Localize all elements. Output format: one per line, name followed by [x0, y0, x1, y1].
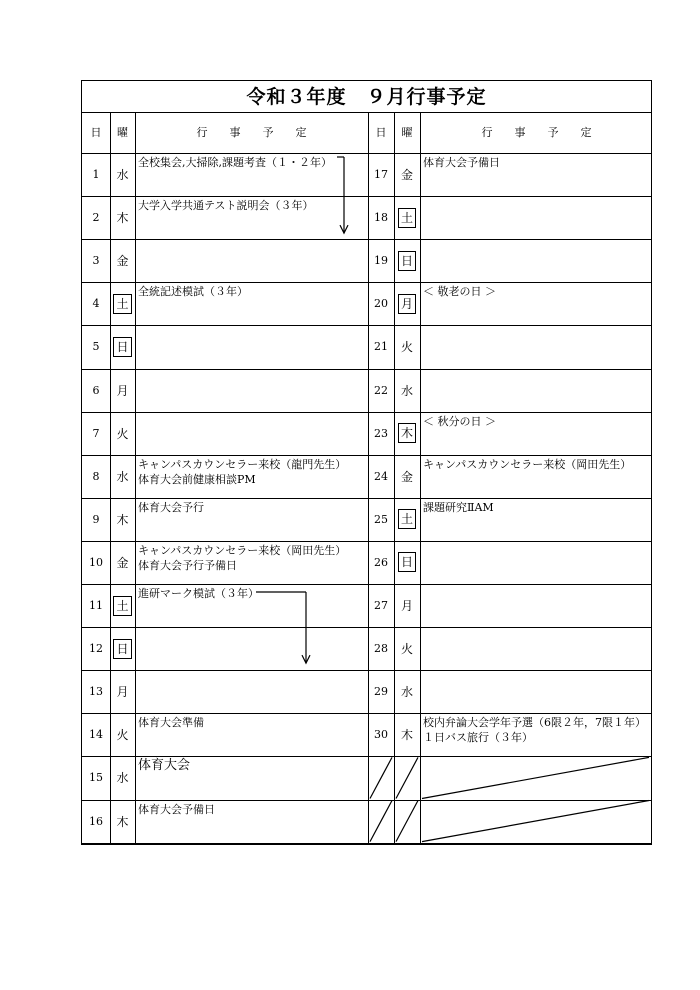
- event-text: 全統記述模試（３年）: [138, 285, 248, 299]
- weekend-weekday-box: 土: [113, 596, 131, 616]
- weekend-weekday-box: 土: [113, 294, 131, 314]
- day-number: 23: [374, 426, 388, 440]
- day-number: 4: [92, 297, 100, 311]
- header-weekday: 曜: [401, 126, 413, 139]
- day-number: 17: [374, 168, 388, 181]
- event-text: 校内弁論大会学年予選（6限２年，7限１年）: [423, 716, 646, 730]
- weekday-label: 金: [400, 168, 413, 183]
- day-number: 6: [92, 383, 100, 397]
- event-text: 課題研究ⅡAM: [423, 500, 494, 514]
- day-number: 5: [92, 340, 100, 354]
- event-text: 体育大会予行: [138, 500, 204, 514]
- weekday-label: 水: [116, 469, 129, 484]
- day-number: 22: [374, 383, 388, 397]
- header-events: 行 事 予 定: [481, 126, 592, 139]
- weekday-label: 火: [400, 642, 413, 657]
- weekend-weekday-box: 日: [398, 251, 416, 271]
- event-text: 体育大会予備日: [138, 802, 215, 816]
- day-number: 27: [374, 599, 388, 612]
- event-text: 体育大会前健康相談PM: [138, 472, 256, 486]
- day-number: 1: [92, 168, 100, 181]
- day-number: 8: [92, 469, 100, 483]
- weekday-label: 火: [116, 426, 129, 441]
- header-weekday: 曜: [117, 126, 128, 139]
- header-events: 行 事 予 定: [196, 126, 307, 139]
- weekend-weekday-box: 月: [398, 294, 416, 314]
- empty-cell-strike: [396, 757, 418, 798]
- weekday-label: 金: [116, 254, 129, 269]
- event-text: 大学入学共通テスト説明会（３年）: [138, 199, 314, 213]
- annotation-layer: [82, 81, 653, 846]
- day-number: 2: [92, 211, 100, 225]
- event-text: １日バス旅行（３年）: [423, 731, 533, 745]
- empty-cell-strike: [370, 801, 392, 842]
- day-number: 16: [89, 814, 103, 828]
- day-number: 9: [92, 512, 100, 526]
- day-number: 13: [89, 685, 103, 699]
- weekday-label: 水: [116, 168, 129, 183]
- header-day: 日: [375, 126, 387, 139]
- day-number: 24: [374, 469, 388, 483]
- weekday-label: 木: [116, 211, 129, 226]
- weekend-weekday-box: 日: [113, 639, 131, 659]
- weekday-label: 金: [116, 555, 129, 570]
- schedule-table: [81, 80, 652, 845]
- empty-cell-strike: [370, 757, 392, 798]
- day-number: 28: [374, 642, 388, 656]
- day-number: 19: [374, 254, 388, 268]
- day-number: 11: [89, 599, 103, 612]
- weekday-label: 水: [116, 771, 129, 786]
- weekday-label: 月: [400, 599, 413, 614]
- weekday-label: 月: [116, 383, 129, 398]
- event-text: 体育大会予備日: [423, 156, 500, 169]
- page-title: 令和３年度 ９月行事予定: [82, 81, 651, 113]
- empty-cell-strike: [396, 801, 418, 842]
- empty-cell-strike: [422, 757, 649, 798]
- weekday-label: 火: [400, 340, 413, 355]
- event-text: キャンパスカウンセラー来校（龍門先生）: [138, 457, 347, 471]
- weekday-label: 月: [116, 685, 129, 700]
- day-number: 30: [374, 728, 388, 742]
- weekday-label: 水: [400, 685, 413, 700]
- day-number: 25: [374, 512, 388, 526]
- event-text: 体育大会予行予備日: [138, 558, 237, 572]
- day-number: 15: [89, 771, 103, 785]
- day-number: 12: [89, 642, 103, 656]
- weekend-weekday-box: 土: [398, 509, 416, 529]
- empty-cell-strike: [422, 801, 649, 842]
- event-text: キャンパスカウンセラー来校（岡田先生）: [423, 457, 632, 471]
- event-text: ＜ 敬老の日 ＞: [423, 285, 496, 299]
- weekend-weekday-box: 土: [398, 208, 416, 228]
- header-day: 日: [90, 126, 102, 139]
- day-number: 29: [374, 685, 388, 699]
- event-text: キャンパスカウンセラー来校（岡田先生）: [138, 543, 347, 557]
- day-number: 14: [89, 728, 103, 742]
- weekday-label: 金: [400, 469, 413, 484]
- weekday-label: 木: [116, 512, 129, 527]
- weekday-label: 水: [400, 383, 413, 398]
- event-text: 体育大会準備: [138, 716, 204, 730]
- weekend-weekday-box: 木: [398, 423, 416, 443]
- day-number: 20: [374, 297, 388, 311]
- weekday-label: 木: [400, 728, 413, 743]
- event-text: 体育大会: [138, 758, 191, 774]
- day-number: 18: [374, 211, 388, 225]
- weekday-label: 木: [116, 814, 129, 829]
- day-number: 7: [92, 426, 100, 440]
- day-number: 3: [92, 254, 100, 268]
- weekend-weekday-box: 日: [113, 337, 131, 357]
- event-text: 全校集会,大掃除,課題考査（１・２年）: [138, 156, 332, 169]
- day-number: 10: [89, 555, 103, 569]
- weekday-label: 火: [116, 728, 129, 743]
- day-number: 26: [374, 555, 388, 569]
- event-text: 進研マーク模試（３年）: [138, 587, 259, 600]
- weekend-weekday-box: 日: [398, 552, 416, 572]
- day-number: 21: [374, 340, 388, 354]
- event-text: ＜ 秋分の日 ＞: [423, 414, 496, 428]
